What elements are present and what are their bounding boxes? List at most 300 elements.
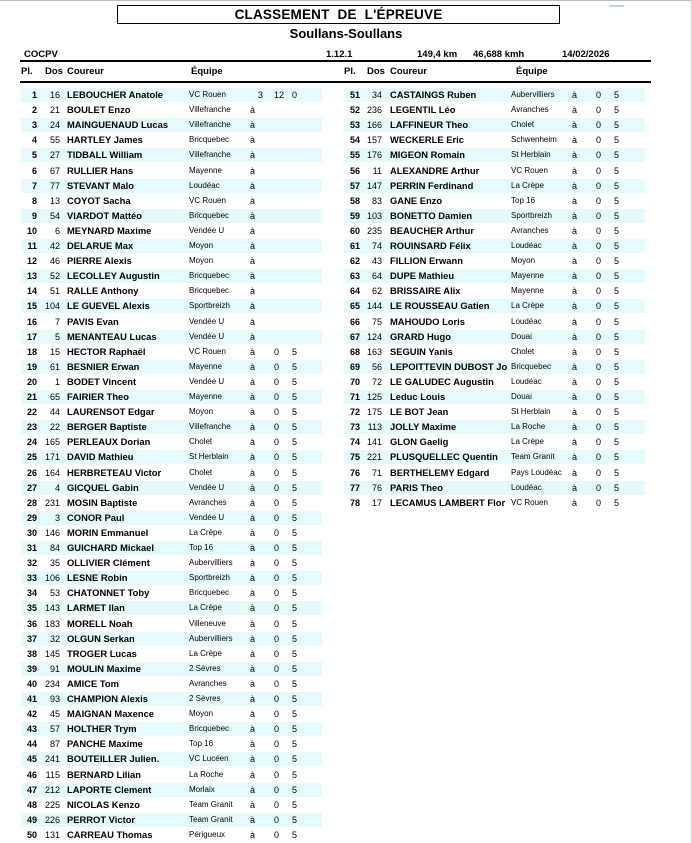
rider-name: LEGENTIL Léo — [390, 104, 456, 116]
team-name: Pays Loudéac — [511, 467, 562, 477]
time-minutes: 0 — [274, 678, 280, 689]
time-minutes: 0 — [274, 346, 280, 357]
rider-name: LE GALUDEC Augustin — [390, 375, 494, 387]
bib-cell: 45 — [49, 709, 60, 720]
stage-number: 1.12.1 — [326, 49, 353, 60]
result-row — [344, 269, 645, 283]
result-row — [344, 239, 645, 253]
rank-cell: 42 — [26, 709, 37, 720]
team-name: Cholet — [511, 120, 535, 130]
team-name: Mayenne — [189, 361, 222, 371]
time-seconds: 5 — [292, 784, 298, 795]
rank-cell: 9 — [31, 210, 37, 221]
time-minutes: 0 — [596, 256, 602, 267]
gap-prefix: à — [572, 105, 578, 116]
rank-cell: 33 — [26, 573, 37, 584]
rider-name: FAIRIER Theo — [67, 391, 129, 402]
gap-prefix: à — [572, 135, 578, 146]
time-seconds: 5 — [614, 376, 620, 387]
time-seconds: 5 — [292, 603, 298, 614]
team-name: Sportbreizh — [511, 210, 552, 220]
time-minutes: 0 — [596, 437, 602, 448]
result-row — [21, 692, 322, 706]
bib-cell: 67 — [49, 165, 60, 176]
rank-cell: 25 — [26, 452, 37, 463]
gap-prefix: à — [572, 210, 578, 221]
time-minutes: 0 — [596, 120, 602, 131]
rider-name: CASTAINGS Ruben — [390, 89, 477, 100]
result-row — [21, 315, 322, 329]
gap-prefix: à — [250, 346, 256, 357]
result-row — [21, 586, 322, 600]
gap-prefix: à — [250, 407, 256, 418]
gap-prefix: à — [572, 376, 578, 387]
bib-cell: 54 — [49, 210, 60, 221]
rank-cell: 6 — [31, 165, 37, 176]
bib-cell: 51 — [49, 286, 60, 297]
rank-cell: 70 — [349, 376, 360, 387]
bib-cell: 16 — [49, 90, 60, 100]
rank-cell: 59 — [349, 210, 360, 221]
result-row — [21, 375, 322, 389]
rank-cell: 39 — [26, 663, 37, 674]
rider-name: DUPE Mathieu — [390, 270, 455, 282]
bib-cell: 165 — [44, 437, 60, 448]
result-row — [21, 148, 322, 162]
rank-cell: 10 — [26, 225, 37, 236]
time-minutes: 0 — [596, 331, 602, 342]
bib-cell: 175 — [366, 407, 382, 418]
rider-name: BONETTO Damien — [390, 209, 473, 221]
rank-cell: 45 — [26, 754, 37, 765]
gap-prefix: à — [250, 467, 256, 478]
team-name: Villefranche — [189, 150, 231, 160]
result-row — [344, 450, 645, 464]
rider-name: GUICHARD Mickael — [67, 542, 154, 553]
team-name: 2 Sèvres — [189, 694, 221, 703]
time-seconds: 5 — [292, 648, 298, 659]
time-seconds: 5 — [292, 543, 298, 553]
result-row — [21, 269, 322, 283]
team-name: Vendée U — [189, 376, 225, 386]
gap-prefix: à — [250, 618, 256, 629]
bib-cell: 52 — [49, 271, 60, 282]
gap-prefix: à — [250, 286, 256, 297]
result-row — [21, 405, 322, 419]
rider-name: GICQUEL Gabin — [67, 481, 139, 493]
team-name: Bricquebec — [189, 588, 230, 598]
rank-cell: 34 — [26, 588, 37, 599]
time-seconds: 5 — [292, 512, 298, 523]
team-name: Bricquebec — [511, 361, 552, 371]
rider-name: MENANTEAU Lucas — [67, 330, 157, 342]
result-row — [21, 450, 322, 464]
bib-cell: 44 — [49, 407, 60, 418]
rank-cell: 3 — [31, 120, 37, 131]
team-name: La Roche — [511, 422, 546, 432]
result-row — [21, 783, 322, 797]
time-seconds: 5 — [292, 633, 298, 644]
result-row — [344, 481, 645, 495]
rank-cell: 36 — [26, 618, 37, 629]
time-minutes: 0 — [596, 316, 602, 327]
result-row — [21, 722, 322, 736]
bib-cell: 24 — [49, 120, 60, 131]
rider-name: GANE Enzo — [390, 194, 443, 206]
time-seconds: 5 — [614, 437, 620, 448]
time-seconds: 5 — [292, 361, 298, 372]
gap-prefix: à — [250, 799, 256, 810]
time-minutes: 0 — [274, 558, 280, 569]
bib-cell: 143 — [44, 603, 60, 614]
time-seconds: 5 — [292, 467, 298, 478]
time-minutes: 0 — [596, 241, 602, 251]
rank-cell: 24 — [26, 437, 37, 448]
team-name: Moyon — [189, 256, 214, 266]
time-seconds: 5 — [292, 694, 298, 704]
time-seconds: 5 — [292, 376, 298, 387]
rank-cell: 44 — [26, 739, 37, 750]
result-row — [21, 511, 322, 525]
team-name: Cholet — [189, 437, 213, 447]
result-row — [21, 768, 322, 782]
bib-cell: 7 — [54, 316, 60, 327]
bib-cell: 65 — [49, 392, 60, 402]
result-row — [344, 103, 645, 117]
time-minutes: 0 — [596, 346, 602, 357]
time-seconds: 5 — [292, 346, 298, 357]
bib-cell: 5 — [54, 331, 60, 342]
time-minutes: 0 — [596, 271, 602, 282]
bib-cell: 56 — [371, 361, 382, 372]
result-row — [344, 315, 645, 329]
result-row — [21, 390, 322, 404]
result-row — [21, 209, 322, 223]
rank-cell: 2 — [31, 105, 37, 116]
time-minutes: 0 — [596, 286, 602, 297]
gap-prefix: à — [250, 256, 256, 267]
bib-cell: 115 — [45, 769, 60, 780]
bib-cell: 124 — [366, 331, 382, 342]
gap-prefix: à — [572, 422, 578, 433]
team-name: La Crèpe — [511, 180, 544, 190]
bib-cell: 53 — [49, 588, 60, 599]
rider-name: BRISSAIRE Alix — [390, 285, 461, 297]
time-minutes: 0 — [596, 180, 602, 191]
rank-cell: 74 — [349, 437, 360, 448]
time-minutes: 0 — [596, 497, 602, 508]
rank-cell: 1 — [31, 90, 37, 100]
rank-cell: 68 — [349, 346, 360, 357]
gap-prefix: à — [250, 603, 256, 614]
bib-cell: 27 — [49, 150, 60, 161]
rider-name: LECOLLEY Augustin — [67, 270, 160, 282]
team-name: Vendée U — [189, 225, 225, 235]
rider-name: MAHOUDO Loris — [390, 315, 465, 327]
rider-name: DAVID Mathieu — [67, 451, 134, 463]
team-name: Moyon — [189, 709, 214, 719]
rank-cell: 65 — [349, 301, 360, 312]
result-row — [344, 420, 645, 434]
gap-prefix: à — [250, 588, 256, 599]
gap-prefix: à — [250, 301, 256, 312]
rider-name: HERBRETEAU Victor — [67, 466, 162, 478]
time-seconds: 5 — [614, 407, 620, 418]
gap-prefix: à — [572, 286, 578, 297]
result-row — [21, 677, 322, 691]
time-minutes: 0 — [596, 361, 602, 372]
time-seconds: 5 — [292, 814, 298, 825]
time-minutes: 0 — [274, 407, 280, 418]
gap-prefix: à — [572, 241, 578, 251]
rider-name: OLLIVIER Clément — [67, 557, 150, 569]
result-row — [21, 632, 322, 646]
result-row — [344, 330, 645, 344]
time-minutes: 0 — [274, 754, 280, 765]
time-minutes: 0 — [274, 588, 280, 599]
rider-name: PARIS Theo — [390, 481, 443, 493]
rank-cell: 4 — [31, 135, 37, 146]
bib-cell: 57 — [49, 724, 60, 735]
rider-name: RALLE Anthony — [67, 285, 139, 297]
gap-prefix: à — [572, 452, 578, 463]
gap-prefix: à — [250, 739, 256, 750]
time-minutes: 0 — [596, 407, 602, 418]
time-seconds: 5 — [614, 482, 620, 493]
rank-cell: 64 — [349, 286, 360, 297]
rider-name: JOLLY Maxime — [390, 421, 457, 433]
rider-name: BESNIER Erwan — [67, 360, 140, 372]
time-minutes: 0 — [596, 301, 602, 312]
bib-cell: 144 — [366, 301, 382, 312]
result-row — [21, 420, 322, 434]
time-minutes: 0 — [274, 829, 280, 840]
bib-cell: 231 — [44, 497, 60, 508]
result-row — [344, 194, 645, 208]
gap-prefix: à — [572, 497, 578, 508]
rank-cell: 18 — [26, 346, 37, 357]
time-minutes: 0 — [274, 512, 280, 523]
team-name: Mayenne — [189, 165, 222, 175]
time-minutes: 0 — [274, 392, 280, 402]
time-seconds: 5 — [614, 467, 620, 478]
bib-cell: 225 — [44, 799, 60, 810]
team-name: St Herblain — [511, 407, 551, 417]
team-name: Avranches — [189, 678, 227, 688]
time-seconds: 5 — [292, 452, 298, 463]
team-name: Bricquebec — [189, 135, 230, 145]
time-seconds: 5 — [614, 361, 620, 372]
rider-name: LE ROUSSEAU Gatien — [390, 300, 490, 312]
rank-cell: 60 — [349, 225, 360, 236]
bib-cell: 35 — [49, 558, 60, 569]
header-pl-right: Pl. — [344, 66, 356, 77]
result-row — [21, 541, 322, 555]
rank-cell: 23 — [26, 422, 37, 433]
bib-cell: 104 — [44, 301, 60, 312]
result-row — [21, 752, 322, 766]
time-hours: 3 — [258, 90, 264, 100]
bib-cell: 11 — [372, 165, 382, 176]
time-seconds: 5 — [614, 497, 620, 508]
gap-prefix: à — [250, 241, 256, 251]
rider-name: BERGER Baptiste — [67, 421, 147, 433]
gap-prefix: à — [250, 784, 256, 795]
result-row — [21, 239, 322, 253]
bib-cell: 55 — [49, 135, 60, 146]
result-row — [21, 647, 322, 661]
rank-cell: 30 — [26, 527, 37, 538]
bib-cell: 87 — [49, 739, 60, 750]
rank-cell: 43 — [26, 724, 37, 735]
result-row — [21, 737, 322, 751]
rider-name: LESNE Robin — [67, 572, 128, 584]
time-minutes: 0 — [596, 210, 602, 221]
time-minutes: 0 — [274, 482, 280, 493]
rider-name: CONOR Paul — [67, 511, 125, 523]
team-name: Team Granit — [511, 452, 555, 462]
rider-name: NICOLAS Kenzo — [67, 798, 140, 810]
header-equipe-right: Équipe — [516, 66, 548, 77]
time-seconds: 5 — [292, 482, 298, 493]
rank-cell: 31 — [26, 543, 37, 553]
bib-cell: 64 — [371, 271, 382, 282]
gap-prefix: à — [250, 527, 256, 538]
result-row — [21, 571, 322, 585]
result-row — [344, 360, 645, 374]
team-name: St Herblain — [511, 150, 551, 160]
gap-prefix: à — [250, 437, 256, 448]
bib-cell: 221 — [366, 452, 382, 463]
rank-cell: 11 — [27, 241, 37, 251]
gap-prefix: à — [572, 150, 578, 161]
time-seconds: 5 — [292, 422, 298, 433]
time-seconds: 5 — [292, 573, 298, 584]
result-row — [21, 299, 322, 313]
team-name: Loudéac — [511, 482, 542, 492]
page-title: CLASSEMENT DE L'ÉPREUVE — [117, 5, 560, 24]
bib-cell: 241 — [44, 754, 60, 765]
time-seconds: 5 — [614, 210, 620, 221]
time-minutes: 0 — [274, 452, 280, 463]
gap-prefix: à — [250, 558, 256, 569]
bib-cell: 62 — [371, 286, 382, 297]
rider-name: PIERRE Alexis — [67, 255, 132, 267]
team-name: Mayenne — [511, 286, 544, 296]
rider-name: MEYNARD Maxime — [67, 224, 152, 236]
result-row — [21, 133, 322, 147]
bib-cell: 212 — [44, 784, 60, 795]
time-minutes: 0 — [274, 633, 280, 644]
gap-prefix: à — [572, 407, 578, 418]
time-seconds: 5 — [292, 678, 298, 689]
time-seconds: 5 — [614, 180, 620, 191]
rider-name: LEBOUCHER Anatole — [67, 89, 164, 100]
rank-cell: 26 — [26, 467, 37, 478]
rank-cell: 50 — [26, 829, 37, 840]
result-row — [21, 556, 322, 570]
team-name: 2 Sèvres — [189, 663, 221, 673]
team-name: La Crèpe — [189, 603, 222, 613]
rank-cell: 73 — [349, 422, 360, 433]
org-code: COCPV — [24, 49, 58, 60]
gap-prefix: à — [572, 346, 578, 357]
gap-prefix: à — [250, 316, 256, 327]
rider-name: PANCHE Maxime — [67, 738, 143, 750]
result-row — [21, 601, 322, 615]
time-minutes: 0 — [596, 105, 602, 116]
time-minutes: 0 — [596, 195, 602, 206]
rider-name: BERTHELEMY Edgard — [390, 466, 490, 478]
time-seconds: 5 — [292, 588, 298, 599]
result-row — [344, 435, 645, 449]
team-name: Bricquebec — [189, 271, 230, 281]
rider-name: LARMET Ilan — [67, 602, 125, 614]
bib-cell: 76 — [371, 482, 382, 493]
team-name: Aubervilliers — [189, 558, 233, 568]
rider-name: OLGUN Serkan — [67, 632, 135, 644]
rider-name: RULLIER Hans — [67, 164, 134, 176]
rank-cell: 52 — [349, 105, 360, 116]
bib-cell: 146 — [44, 527, 60, 538]
team-name: Villefranche — [189, 120, 231, 130]
time-seconds: 5 — [292, 437, 298, 448]
bib-cell: 147 — [366, 180, 382, 191]
time-minutes: 0 — [596, 422, 602, 433]
gap-prefix: à — [572, 301, 578, 312]
bib-cell: 17 — [371, 497, 382, 508]
team-name: VC Rouen — [189, 90, 226, 99]
rider-name: LEPOITTEVIN DUBOST Jo — [390, 360, 508, 372]
rider-name: TIDBALL William — [67, 149, 143, 161]
result-row — [21, 481, 322, 495]
team-name: Bricquebec — [189, 724, 230, 734]
gap-prefix: à — [572, 467, 578, 478]
gap-prefix: à — [250, 829, 256, 840]
header-dos-left: Dos — [45, 66, 63, 77]
time-seconds: 5 — [614, 422, 620, 433]
header-equipe-left: Équipe — [191, 66, 223, 77]
time-minutes: 0 — [274, 769, 280, 780]
rank-cell: 7 — [31, 180, 37, 191]
time-seconds: 5 — [292, 769, 298, 780]
rider-name: MAIGNAN Maxence — [67, 708, 154, 720]
result-row — [21, 330, 322, 344]
corner-mark — [609, 5, 624, 7]
bib-cell: 13 — [49, 195, 60, 206]
result-row — [344, 88, 645, 102]
gap-prefix: à — [572, 256, 578, 267]
result-row — [344, 118, 645, 132]
bib-cell: 183 — [44, 618, 60, 629]
time-minutes: 0 — [274, 361, 280, 372]
team-name: Sportbreizh — [189, 573, 230, 583]
team-name: Sportbreizh — [189, 301, 230, 311]
result-row — [21, 345, 322, 359]
rider-name: CHATONNET Toby — [67, 587, 150, 599]
race-subtitle: Soullans-Soullans — [289, 26, 403, 41]
time-seconds: 5 — [614, 195, 620, 206]
team-name: St Herblain — [189, 452, 229, 462]
rank-cell: 49 — [26, 814, 37, 825]
bib-cell: 113 — [367, 422, 382, 433]
team-name: Villeneuve — [189, 618, 226, 628]
team-name: Top 16 — [511, 195, 536, 205]
team-name: Mayenne — [189, 392, 222, 401]
result-row — [344, 375, 645, 389]
rider-name: MAINGUENAUD Lucas — [67, 119, 169, 131]
rider-name: Leduc Louis — [390, 391, 446, 402]
